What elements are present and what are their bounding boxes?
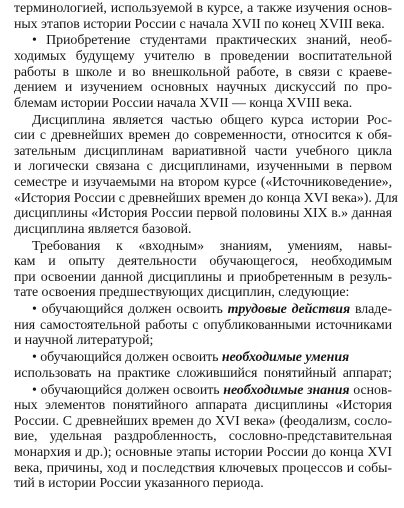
bullet-text: владе- <box>350 302 392 318</box>
text-line: сии с древнейших времен до современности, относится к обя- <box>14 128 392 144</box>
emphasis-text: необходимые умения <box>221 350 350 366</box>
emphasis-text: трудовые действия <box>227 302 351 318</box>
text-line: ных этапов истории России с начала XVII по конец XVIII века. <box>14 16 385 32</box>
text-line: дисциплины «История России первой половины XIX в.» данная <box>14 206 392 222</box>
text-line: и научной литературой; <box>14 333 154 349</box>
text-line: семестре и изучаемыми на втором курсе («Источниковедение», <box>14 175 392 190</box>
text-line: тате освоения предшествующих дисциплин, следующие: <box>14 285 350 301</box>
text-line: века, причины, ход и последствия ключевых процессов и собы- <box>14 460 392 476</box>
text-line: монархия и др.); основные этапы истории России до конца XVI <box>14 445 392 460</box>
text-line: работы в школе и во внешкольной работе, в связи с краеве- <box>14 64 392 80</box>
text-line: «История России с древнейших времен до конца XVI века»). Для <box>14 190 398 206</box>
text-line: России. С древнейших времен до XVI века» (феодализм, сосло- <box>14 413 392 429</box>
bullet-item-line: • Приобретение студентами практических знаний, необ- <box>32 33 392 49</box>
text-line: ных элементов понятийного аппарата дисциплины «История <box>14 398 392 414</box>
bullet-text: основ- <box>349 382 392 398</box>
text-line: тий в истории России указанного периода. <box>14 476 264 492</box>
bullet-text: • обучающийся должен освоить <box>32 382 224 398</box>
text-line: дисциплина является базовой. <box>14 221 192 237</box>
text-line: зательным дисциплинам вариативной части учебного цикла <box>14 143 392 159</box>
text-line: терминологией, используемой в курсе, а также изучения основ- <box>14 1 392 16</box>
paragraph-first-line: Дисциплина является частью общего курса истории Рос- <box>32 112 392 128</box>
bullet-text: • обучающийся должен освоить <box>32 302 228 318</box>
text-line: ходимых будущему учителю в проведении воспитательной <box>14 49 392 64</box>
bullet-text: • обучающийся должен освоить <box>32 350 222 366</box>
text-line: при освоении данной дисциплины и приобретенным в резуль- <box>14 269 392 285</box>
text-line: дением и изучением основных научных дискуссий по про- <box>14 80 392 96</box>
emphasis-text: необходимые знания <box>223 382 350 398</box>
text-line: использовать на практике сложившийся понятийный аппарат; <box>14 365 392 381</box>
paragraph-first-line: Требования к «входным» знаниям, умениям, навы- <box>32 238 392 254</box>
bullet-item-line <box>32 302 392 318</box>
text-line: ния самостоятельной работы с опубликованными источниками <box>14 317 392 333</box>
bullet-item-line <box>32 383 392 399</box>
text-line: и логически связана с дисциплинами, изученными в первом <box>14 159 392 175</box>
text-line: кам и опыту деятельности обучающегося, необходимым <box>14 254 392 270</box>
bullet-item-line <box>32 350 392 366</box>
text-line: блемам истории России начала XVII — конца XVIII века. <box>14 95 353 111</box>
text-line: вие, удельная раздробленность, сословно-представительная <box>14 429 392 445</box>
